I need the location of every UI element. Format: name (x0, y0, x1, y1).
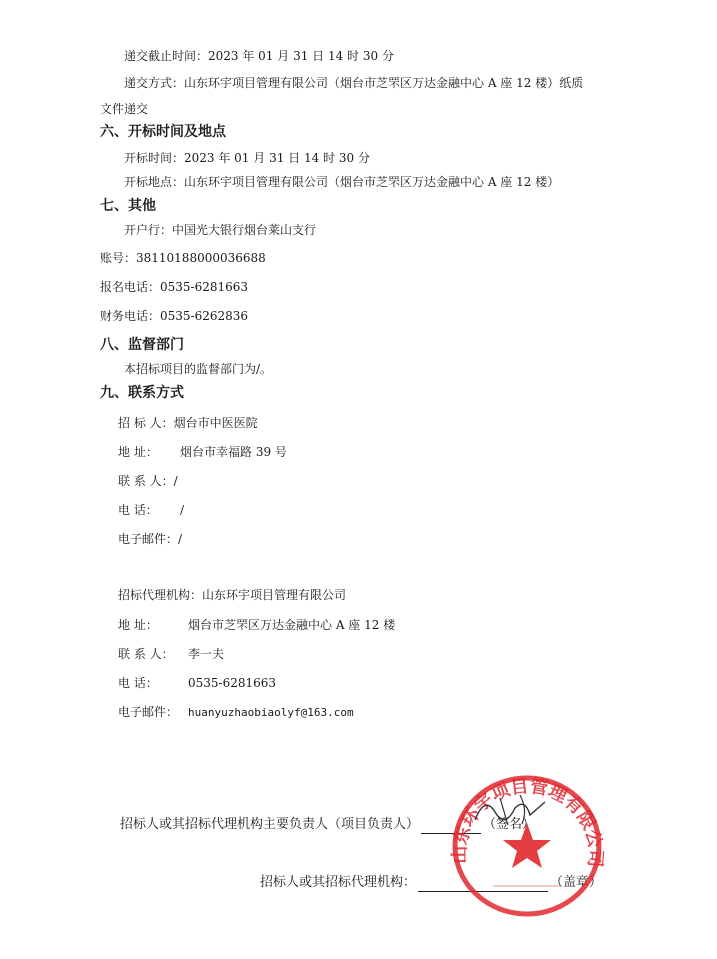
agency-contact: 李一夫 (188, 647, 225, 661)
submission-method-cont: 文件递交 (100, 102, 149, 116)
agency-address-label: 地 址： (118, 618, 158, 632)
section-seven-heading: 七、其他 (100, 198, 156, 214)
agency-phone: 0535-6281663 (188, 676, 277, 690)
stamp-prefix: 招标人或其招标代理机构： (260, 875, 417, 890)
agency-phone-label: 电 话： (118, 676, 158, 690)
tenderer-phone-row (118, 502, 184, 518)
handwritten-signature-icon (470, 790, 550, 830)
stamp-suffix: （盖章） (550, 875, 603, 890)
signature-suffix: （签名） (483, 817, 536, 832)
agency-email-row (118, 704, 354, 721)
agency-address-row (118, 617, 395, 633)
agency-phone-row (118, 675, 276, 691)
agency-email: huanyuzhaobiaolyf@163.com (188, 706, 354, 719)
section-nine-heading: 九、联系方式 (100, 385, 184, 401)
tenderer-email-label: 电子邮件： (118, 532, 179, 546)
registration-phone: 报名电话：0535-6281663 (100, 280, 249, 294)
seal-text: 山东环宇项目管理有限公司 (449, 775, 606, 868)
tenderer-contact-row (118, 473, 178, 489)
tenderer-email: / (178, 532, 183, 546)
submission-method: 递交方式：山东环宇项目管理有限公司（烟台市芝罘区万达金融中心 A 座 12 楼）纸质 (124, 76, 584, 90)
section-eight-heading: 八、监督部门 (100, 337, 184, 353)
opening-time: 开标时间：2023 年 01 月 31 日 14 时 30 分 (124, 151, 370, 165)
tenderer-name: 烟台市中医医院 (173, 416, 258, 430)
agency-name-row (118, 587, 346, 603)
tenderer-address-row (118, 444, 287, 460)
submission-deadline: 递交截止时间：2023 年 01 月 31 日 14 时 30 分 (124, 49, 394, 63)
tenderer-email-row (118, 531, 182, 547)
finance-phone: 财务电话：0535-6262836 (100, 309, 249, 323)
tenderer-address-label: 地 址： (118, 445, 158, 459)
tenderer-contact-label: 联 系 人： (118, 474, 174, 488)
agency-name: 山东环宇项目管理有限公司 (202, 588, 347, 602)
tenderer-phone: / (180, 503, 185, 517)
tenderer-contact: / (173, 474, 178, 488)
tenderer-address: 烟台市幸福路 39 号 (180, 445, 287, 459)
tenderer-phone-label: 电 话： (118, 503, 158, 517)
opening-place: 开标地点：山东环宇项目管理有限公司（烟台市芝罘区万达金融中心 A 座 12 楼） (124, 175, 560, 189)
section-six-heading: 六、开标时间及地点 (100, 124, 226, 140)
agency-address: 烟台市芝罘区万达金融中心 A 座 12 楼 (188, 618, 396, 632)
bank-name: 开户行：中国光大银行烟台莱山支行 (124, 223, 317, 237)
account-number: 账号：38110188000036688 (100, 251, 266, 265)
tenderer-name-label: 招 标 人： (118, 416, 174, 430)
agency-contact-label: 联 系 人： (118, 647, 174, 661)
agency-name-label: 招标代理机构： (118, 588, 203, 602)
tenderer-name-row (118, 415, 258, 431)
signature-prefix: 招标人或其招标代理机构主要负责人（项目负责人） (120, 817, 420, 832)
agency-email-label: 电子邮件： (118, 705, 179, 719)
agency-contact-row (118, 646, 224, 662)
supervision-text: 本招标项目的监督部门为/。 (124, 362, 273, 376)
